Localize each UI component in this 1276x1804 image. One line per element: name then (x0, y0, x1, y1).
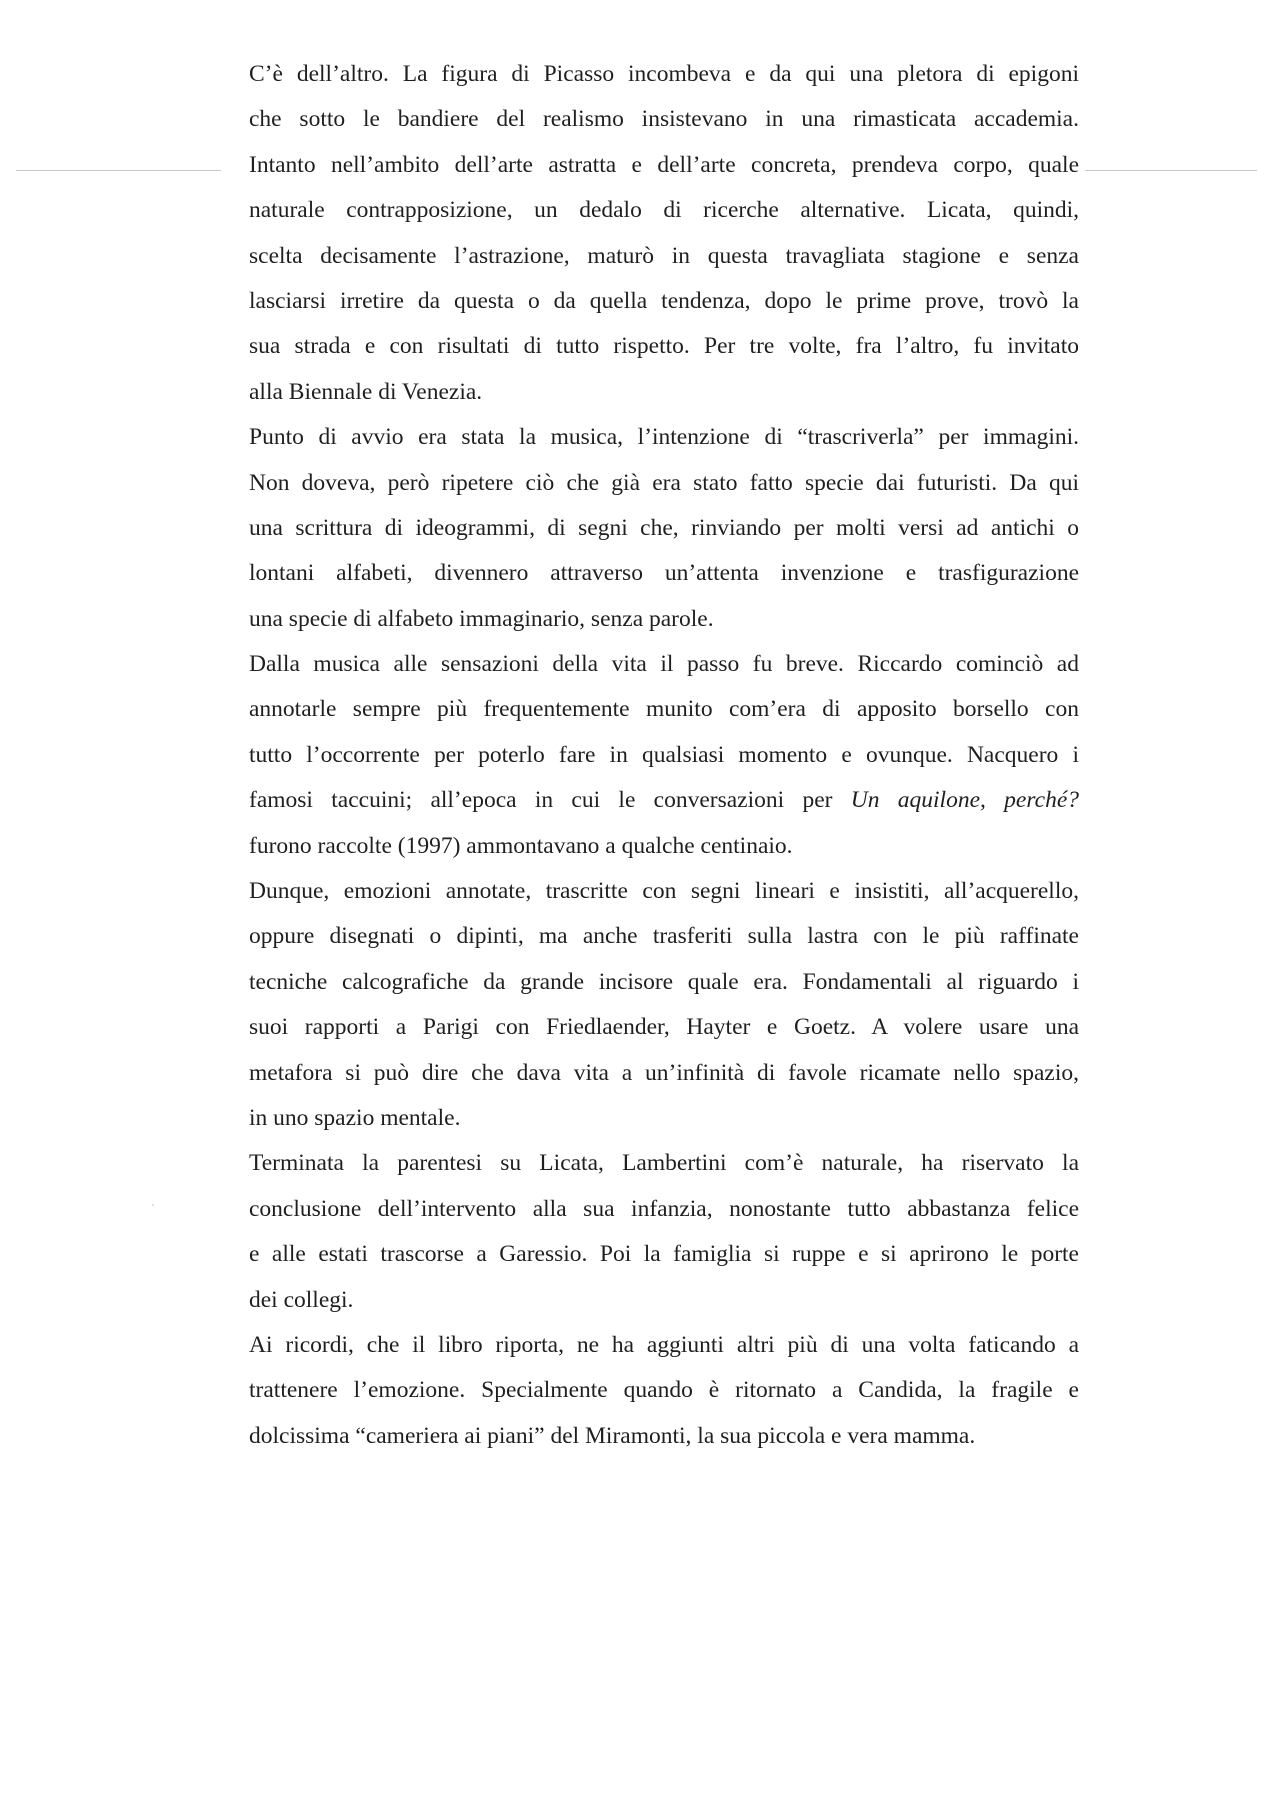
text-line-start: famosi taccuini; all’epoca in cui le conversazioni per (249, 787, 851, 814)
text-line: lontani alfabeti, divennero attraverso un’attenta invenzione e trasfigurazione (249, 560, 1079, 587)
text-line: e alle estati trascorse a Garessio. Poi la famiglia si ruppe e si aprirono le porte (249, 1241, 1079, 1268)
text-line: Intanto nell’ambito dell’arte astratta e dell’arte concreta, prendeva corpo, quale (249, 151, 1079, 178)
text-line: Punto di avvio era stata la musica, l’intenzione di “trascriverla” per immagini. (249, 424, 1079, 451)
text-line: dolcissima “cameriera ai piani” del Miramonti, la sua piccola e vera mamma. (249, 1422, 976, 1449)
text-line: Dalla musica alle sensazioni della vita il passo fu breve. Riccardo cominciò ad (249, 651, 1079, 678)
text-line: lasciarsi irretire da questa o da quella tendenza, dopo le prime prove, trovò la (249, 287, 1079, 314)
scan-artifact-line-right (1085, 170, 1257, 171)
scan-artifact-line-left (16, 170, 221, 171)
text-line: una specie di alfabeto immaginario, senza parole. (249, 605, 714, 632)
text-line: scelta decisamente l’astrazione, maturò in questa travagliata stagione e senza (249, 242, 1079, 269)
text-line-with-title (249, 778, 1079, 823)
text-line: Dunque, emozioni annotate, trascritte con segni lineari e insistiti, all’acquerello, (249, 878, 1079, 905)
text-line: sua strada e con risultati di tutto rispetto. Per tre volte, fra l’altro, fu invitato (249, 333, 1079, 360)
text-line: Terminata la parentesi su Licata, Lambertini com’è naturale, ha riservato la (249, 1150, 1079, 1177)
text-line: trattenere l’emozione. Specialmente quando è ritornato a Candida, la fragile e (249, 1377, 1079, 1404)
text-line: metafora si può dire che dava vita a un’infinità di favole ricamate nello spazio, (249, 1059, 1079, 1086)
book-title: Un aquilone, perché? (850, 787, 1079, 814)
scan-artifact-dot (152, 1204, 154, 1206)
text-line: C’è dell’altro. La figura di Picasso incombeva e da qui una pletora di epigoni (249, 61, 1079, 87)
text-line: Ai ricordi, che il libro riporta, ne ha aggiunti altri più di una volta faticando a (249, 1331, 1079, 1358)
text-line: in uno spazio mentale. (249, 1104, 461, 1131)
text-line: tutto l’occorrente per poterlo fare in qualsiasi momento e ovunque. Nacquero i (249, 741, 1079, 768)
text-line: naturale contrapposizione, un dedalo di ricerche alternative. Licata, quindi, (249, 197, 1079, 224)
text-line: Non doveva, però ripetere ciò che già era stato fatto specie dai futuristi. Da qui (249, 469, 1079, 496)
text-line: oppure disegnati o dipinti, ma anche trasferiti sulla lastra con le più raffinate (249, 923, 1079, 950)
text-line: alla Biennale di Venezia. (249, 378, 483, 405)
text-line: annotarle sempre più frequentemente munito com’era di apposito borsello con (249, 696, 1079, 723)
text-line: dei collegi. (249, 1286, 354, 1313)
text-line: conclusione dell’intervento alla sua infanzia, nonostante tutto abbastanza felice (249, 1195, 1079, 1222)
text-line: furono raccolte (1997) ammontavano a qualche centinaio. (249, 832, 793, 859)
text-line: una scrittura di ideogrammi, di segni che, rinviando per molti versi ad antichi o (249, 514, 1079, 541)
text-line: tecniche calcografiche da grande incisore quale era. Fondamentali al riguardo i (249, 968, 1079, 995)
body-text (249, 52, 1079, 1459)
text-line: suoi rapporti a Parigi con Friedlaender, Hayter e Goetz. A volere usare una (249, 1014, 1079, 1041)
text-line: che sotto le bandiere del realismo insistevano in una rimasticata accademia. (249, 106, 1079, 133)
